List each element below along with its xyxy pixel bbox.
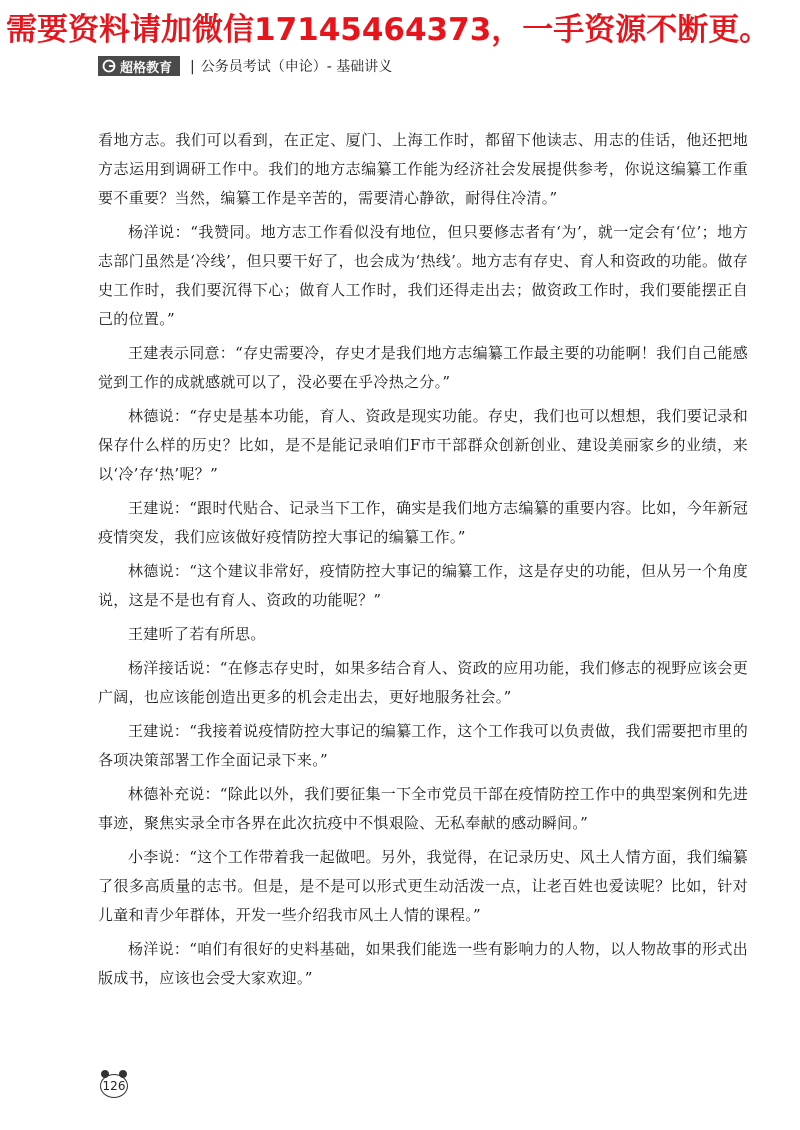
main-text — [98, 126, 748, 998]
paragraph: 看地方志。我们可以看到，在正定、厦门、上海工作时，都留下他读志、用志的佳话，他还把地方志运用到调研工作中。我们的地方志编纂工作能为经济社会发展提供参考，你说这编纂工作重要不重要？当然，编纂工作是辛苦的，需要清心静欲，耐得住冷清。” — [98, 131, 748, 207]
paragraph: 王建表示同意：“存史需要冷，存史才是我们地方志编纂工作最主要的功能啊！我们自己能感觉到工作的成就感就可以了，没必要在乎冷热之分。” — [98, 344, 748, 391]
paragraph: 林德补充说：“除此以外，我们要征集一下全市党员干部在疫情防控工作中的典型案例和先进事迹，聚焦实录全市各界在此次抗疫中不惧艰险、无私奉献的感动瞬间。” — [98, 785, 748, 832]
paragraph: 杨洋说：“咱们有很好的史料基础，如果我们能选一些有影响力的人物，以人物故事的形式出版成书，应该也会受大家欢迎。” — [98, 940, 748, 987]
publisher-logo — [98, 56, 180, 76]
paragraph: 王建说：“跟时代贴合、记录当下工作，确实是我们地方志编纂的重要内容。比如，今年新冠疫情突发，我们应该做好疫情防控大事记的编纂工作。” — [98, 499, 748, 546]
paragraph: 王建听了若有所思。 — [128, 625, 266, 643]
header-title-text: 公务员考试（申论）- 基础讲义 — [200, 59, 393, 75]
paragraph: 杨洋说：“我赞同。地方志工作看似没有地位，但只要修志者有‘为’，就一定会有‘位’；地方志部门虽然是‘冷线’，但只要干好了，也会成为‘热线’。地方志有存史、育人和资政的功能。做存史工作时，我们要沉得下心；做育人工作时，我们还得走出去；做资政工作时，我们要能摆正自己的位置。” — [98, 223, 748, 328]
paragraph: 王建说：“我接着说疫情防控大事记的编纂工作，这个工作我可以负责做，我们需要把市里的各项决策部署工作全面记录下来。” — [98, 722, 748, 769]
promo-banner: 需要资料请加微信17145464373，一手资源不断更。 — [6, 12, 771, 48]
header-title — [190, 56, 392, 76]
logo-g-icon — [102, 59, 116, 73]
page-number-text: 126 — [100, 1074, 128, 1098]
paragraph: 小李说：“这个工作带着我一起做吧。另外，我觉得，在记录历史、风土人情方面，我们编纂了很多高质量的志书。但是，是不是可以形式更生动活泼一点，让老百姓也爱读呢？比如，针对儿童和青少年群体，开发一些介绍我市风土人情的课程。” — [98, 848, 748, 924]
paragraph: 杨洋接话说：“在修志存史时，如果多结合育人、资政的应用功能，我们修志的视野应该会更广阔，也应该能创造出更多的机会走出去，更好地服务社会。” — [98, 659, 748, 706]
paragraph: 林德说：“存史是基本功能，育人、资政是现实功能。存史，我们也可以想想，我们要记录和保存什么样的历史？比如，是不是能记录咱们F市干部群众创新创业、建设美丽家乡的业绩，来以‘冷’存‘热’呢？” — [98, 407, 748, 483]
logo-text: 超格教育 — [120, 60, 173, 76]
page-number — [100, 1072, 128, 1100]
paragraph: 林德说：“这个建议非常好，疫情防控大事记的编纂工作，这是存史的功能，但从另一个角度说，这是不是也有育人、资政的功能呢？” — [98, 562, 748, 609]
header-separator: | — [190, 59, 195, 75]
page-header — [98, 55, 392, 77]
